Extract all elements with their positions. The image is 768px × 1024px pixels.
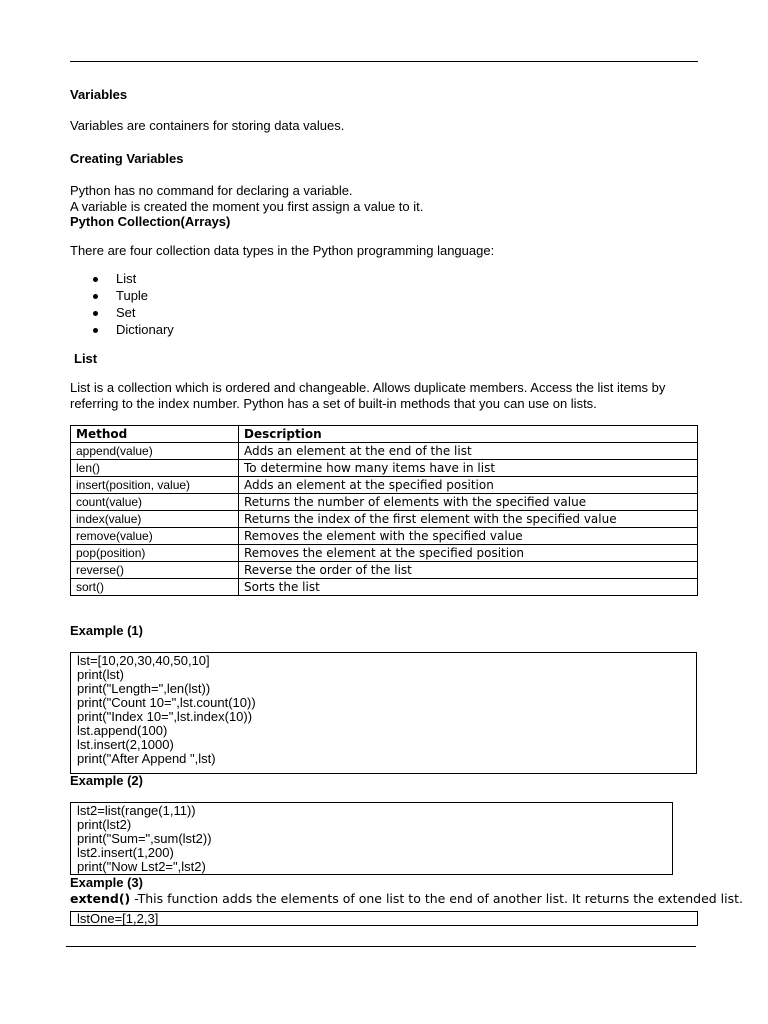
method-cell: count(value) (71, 494, 239, 511)
column-header-method: Method (71, 426, 239, 443)
table-row (71, 579, 698, 596)
example-3-code-box (70, 911, 698, 926)
table-row (71, 443, 698, 460)
example-1-code-box (70, 652, 697, 774)
bullet-icon (93, 328, 98, 333)
list-item: Dictionary (116, 322, 174, 337)
bullet-icon (93, 277, 98, 282)
code-line: print("Sum=",sum(lst2)) (77, 831, 212, 846)
variables-description: Variables are containers for storing data values. (70, 118, 345, 133)
code-line: lst2.insert(1,200) (77, 845, 174, 860)
code-line: print("Count 10=",lst.count(10)) (77, 695, 256, 710)
code-line: lstOne=[1,2,3] (77, 911, 159, 926)
description-cell: Removes the element at the specified position (239, 545, 698, 562)
code-line: print("Length=",len(lst)) (77, 681, 211, 696)
bullet-icon (93, 311, 98, 316)
code-line: print("Index 10=",lst.index(10)) (77, 709, 253, 724)
creating-line-1: Python has no command for declaring a variable. (70, 183, 353, 198)
method-cell: pop(position) (71, 545, 239, 562)
description-cell: To determine how many items have in list (239, 460, 698, 477)
description-cell: Returns the number of elements with the specified value (239, 494, 698, 511)
bottom-rule (66, 946, 696, 947)
list-methods-table (70, 425, 698, 596)
method-cell: index(value) (71, 511, 239, 528)
table-row (71, 494, 698, 511)
table-row (71, 562, 698, 579)
list-item: Set (116, 305, 136, 320)
table-header-row (71, 426, 698, 443)
column-header-description: Description (239, 426, 698, 443)
code-line: lst=[10,20,30,40,50,10] (77, 653, 210, 668)
description-cell: Sorts the list (239, 579, 698, 596)
table-row (71, 528, 698, 545)
heading-list: List (74, 351, 98, 366)
top-rule (70, 61, 698, 62)
description-cell: Reverse the order of the list (239, 562, 698, 579)
method-cell: append(value) (71, 443, 239, 460)
example-2-code-box (70, 802, 673, 875)
code-line: print(lst2) (77, 817, 132, 832)
list-description-line-1: List is a collection which is ordered and changeable. Allows duplicate members. Access the list items by (70, 380, 666, 395)
extend-function-name: extend() (70, 891, 131, 906)
table-row (71, 545, 698, 562)
creating-line-2: A variable is created the moment you first assign a value to it. (70, 199, 424, 214)
description-cell: Removes the element with the specified value (239, 528, 698, 545)
table-row (71, 460, 698, 477)
table-row (71, 511, 698, 528)
code-line: print("Now Lst2=",lst2) (77, 859, 206, 874)
bullet-icon (93, 294, 98, 299)
code-line: lst.append(100) (77, 723, 168, 738)
table-row (71, 477, 698, 494)
heading-example-2: Example (2) (70, 773, 143, 788)
method-cell: reverse() (71, 562, 239, 579)
method-cell: sort() (71, 579, 239, 596)
list-description-line-2: referring to the index number. Python has a set of built-in methods that you can use on lists. (70, 396, 597, 411)
extend-description (70, 891, 743, 907)
heading-example-3: Example (3) (70, 875, 143, 890)
method-cell: remove(value) (71, 528, 239, 545)
collection-description: There are four collection data types in the Python programming language: (70, 243, 495, 258)
list-item: Tuple (116, 288, 149, 303)
list-item: List (116, 271, 137, 286)
heading-collection: Python Collection(Arrays) (70, 214, 231, 229)
heading-creating-variables: Creating Variables (70, 151, 184, 166)
heading-variables: Variables (70, 87, 128, 102)
description-cell: Adds an element at the end of the list (239, 443, 698, 460)
code-line: lst.insert(2,1000) (77, 737, 174, 752)
method-cell: insert(position, value) (71, 477, 239, 494)
heading-example-1: Example (1) (70, 623, 143, 638)
description-cell: Adds an element at the specified position (239, 477, 698, 494)
code-line: print("After Append ",lst) (77, 751, 216, 766)
code-line: print(lst) (77, 667, 124, 682)
method-cell: len() (71, 460, 239, 477)
code-line: lst2=list(range(1,11)) (77, 803, 196, 818)
description-cell: Returns the index of the first element with the specified value (239, 511, 698, 528)
extend-function-text: -This function adds the elements of one list to the end of another list. It returns the extended list. (130, 891, 744, 906)
